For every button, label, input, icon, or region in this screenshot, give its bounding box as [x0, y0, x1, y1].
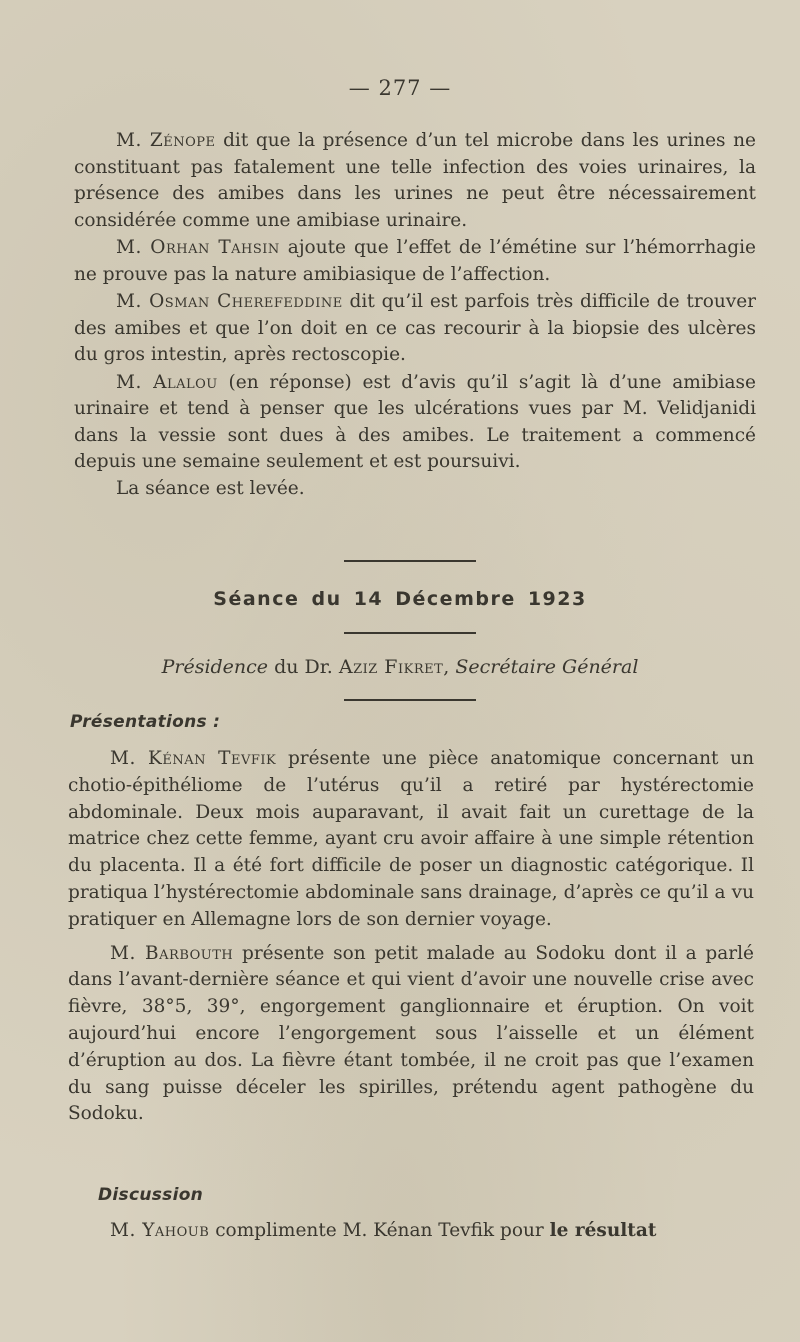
discussion-heading: Discussion [98, 1185, 204, 1205]
speaker-name: M. Kénan Tevfik [110, 748, 277, 769]
divider-middle [344, 632, 476, 634]
speaker-name: M. Yahoub [110, 1220, 210, 1241]
presentations-heading: Présentations : [70, 712, 221, 732]
paragraph-text: présente une pièce anatomique concernant un chotio-épithéliome de l’utérus qu’il a retiré par hystérectomie abdominale. Deux mois auparavant, il avait fait un curettage de la matrice chez cette femme, ayant cru avoir affaire à une simple rétention du placenta. Il a été fort difficile de poser un diagnostic catégorique. Il pratiqua l’hystérectomie abdominale sans drainage, d’après ce qu’il a vu pratiquer en Allemagne lors de son dernier voyage. [68, 748, 754, 930]
presidence-sep: , [443, 656, 456, 678]
paragraph-alalou [74, 370, 756, 476]
discussion-block [68, 1218, 754, 1245]
paragraph-kenan-tevfik [68, 746, 754, 934]
speaker-name: M. Barbouth [110, 942, 234, 964]
presentations-block [68, 746, 754, 1128]
presidence-role: Secrétaire Général [455, 656, 639, 678]
divider-top [344, 560, 476, 562]
speaker-name: M. Orhan Tahsin [116, 237, 280, 258]
paragraph-text: La séance est levée. [116, 477, 305, 499]
speaker-name: M. Osman Cherefeddine [116, 291, 343, 312]
paragraph-text: présente son petit malade au Sodoku dont il a parlé dans l’avant-dernière séance et qui vient d’avoir une nouvelle crise avec fièvre, 38°5, 39°, engorgement ganglionnaire et éruption. On voit aujourd’hui encore l’engorgement sous l’aisselle et un élément d’éruption au dos. La fièvre étant tombée, il ne croit pas que l’examen du sang puisse déceler les spirilles, prétendu agent pathogène du Sodoku. [68, 942, 754, 1125]
paragraph-barbouth [68, 941, 754, 1129]
paragraph-osman-cherefeddine [74, 289, 756, 369]
page-number: — 277 — [348, 76, 452, 100]
paragraph-seance-levee [74, 476, 756, 503]
paragraph-text: (en réponse) est d’avis qu’il s’agit là d’une amibiase urinaire et tend à penser que les ulcérations vues par M. Velidjanidi dans la vessie sont dues à des amibes. Le traitement a commencé depuis une semaine seulement et est poursuivi. [74, 371, 756, 472]
speaker-name: M. Alalou [116, 371, 218, 393]
paragraph-text: dit que la présence d’un tel microbe dans les urines ne constituant pas fatalement une telle infection des voies urinaires, la présence des amibes dans les urines ne peut être nécessairement considérée comme une amibiase urinaire. [74, 130, 756, 231]
discussion-continuation [74, 128, 756, 502]
presidence-mid: du Dr. [268, 656, 339, 678]
paragraph-text: ajoute que l’effet de l’émétine sur l’hémorrhagie ne prouve pas la nature amibiasique de l’affection. [74, 237, 756, 285]
paragraph-text: complimente M. Kénan Tevfik pour [209, 1220, 550, 1241]
paragraph-yahoub [68, 1218, 754, 1245]
speaker-name: M. Zénope [116, 130, 216, 151]
paragraph-orhan-tahsin [74, 235, 756, 288]
presidence-label: Présidence [161, 656, 269, 678]
paragraph-text: dit qu’il est parfois très difficile de trouver des amibes et que l’on doit en ce cas recourir à la biopsie des ulcères du gros intestin, après rectoscopie. [74, 291, 756, 365]
session-title: Séance du 14 Décembre 1923 [213, 588, 587, 610]
president-name: Aziz Fikret [338, 656, 444, 678]
presidence-line [0, 656, 800, 678]
paragraph-zenope [74, 128, 756, 234]
divider-bottom [344, 699, 476, 701]
paragraph-text-end: le résultat [549, 1220, 657, 1241]
